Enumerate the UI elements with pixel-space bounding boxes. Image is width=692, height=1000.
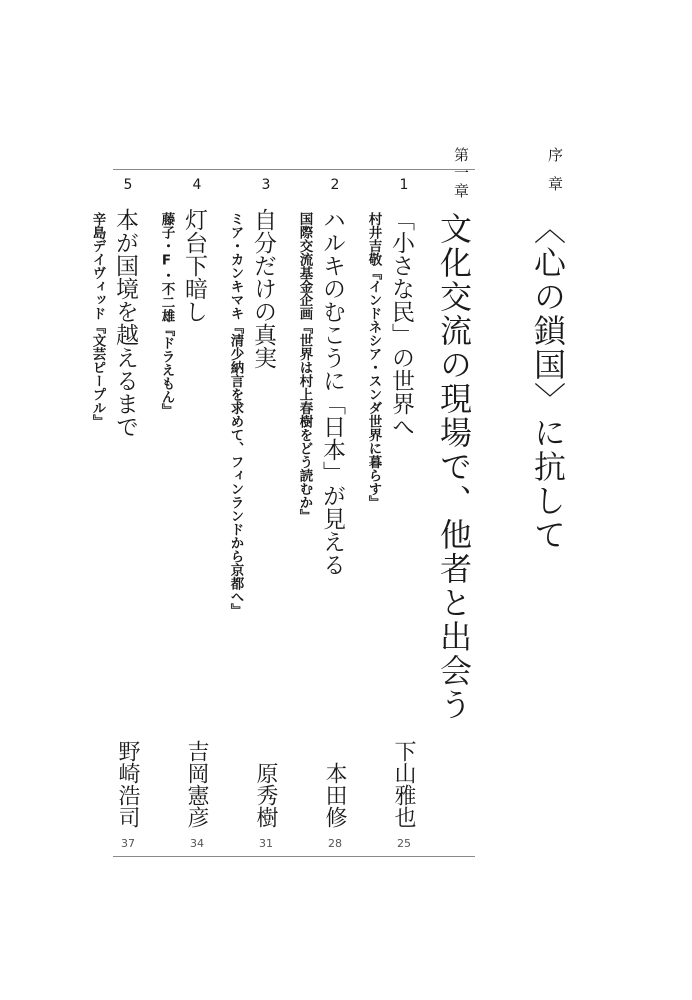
bottom-rule [113,856,475,857]
entry-number: 3 [261,177,271,193]
entry-subtitle: 藤子・F・不二雄『ドラえもん』 [158,212,175,417]
entry-number: 2 [330,177,340,193]
entry-title: 灯台下暗し [181,208,207,323]
entry-author: 野崎浩司 [115,740,140,828]
entry-page: 28 [328,837,342,850]
entry-number: 1 [399,177,409,193]
chapter-label: 第一章 [452,147,470,201]
entry-author: 原秀樹 [253,762,278,828]
entry-author: 吉岡憲彦 [184,740,209,828]
entry-page: 37 [121,837,135,850]
prologue-title: 〈心の鎖国〉に抗して [529,212,567,552]
entry-author: 本田修 [322,762,347,828]
entry-subtitle: 国際交流基金企画『世界は村上春樹をどう読むか』 [296,212,313,523]
entry-number: 4 [192,177,202,193]
entry-page: 34 [190,837,204,850]
top-rule [113,169,475,170]
entry-page: 25 [397,837,411,850]
entry-title: ハルキのむこうに「日本」が見える [319,208,345,576]
prologue-label: 序章 [546,147,564,205]
entry-page: 31 [259,837,273,850]
entry-author: 下山雅也 [391,740,416,828]
entry-subtitle: ミア・カンキマキ『清少納言を求めて、フィンランドから京都へ』 [227,212,244,617]
entry-title: 本が国境を越えるまで [112,208,138,438]
entry-number: 5 [123,177,133,193]
entry-title: 自分だけの真実 [250,208,276,369]
entry-subtitle: 村井吉敬『インドネシア・スンダ世界に暮らす』 [365,212,382,509]
entry-title: 「小さな民」の世界へ [388,208,414,438]
entry-subtitle: 辛島デイヴィッド『文芸ピープル』 [89,212,106,428]
chapter-title: 文化交流の現場で、他者と出会う [435,212,473,722]
